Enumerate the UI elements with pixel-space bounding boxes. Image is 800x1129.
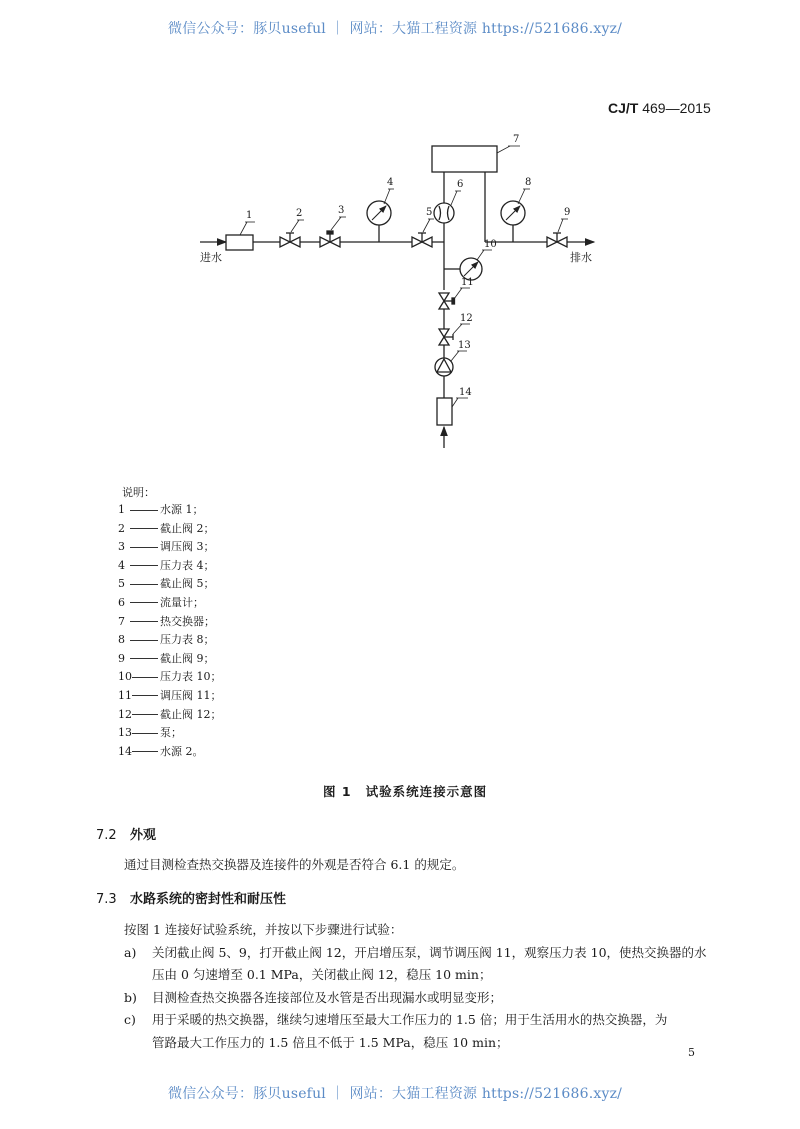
legend-list [118,501,222,761]
watermark-bottom: 微信公众号：豚贝useful ｜ 网站：大猫工程资源 https://521686.xyz/ [168,1086,623,1102]
section-7-2-body: 通过目测检查热交换器及连接件的外观是否符合 6.1 的规定。 [124,857,465,872]
pump-13-icon [435,351,467,376]
standard-number: 469—2015 [642,100,711,116]
outlet-label: 排水 [570,251,592,264]
legend-item: 11 调压阀 11； [118,688,222,702]
pressure-gauge-10-icon [444,250,492,280]
legend-item: 1 水源 1； [118,503,204,516]
dash-separator [132,751,158,752]
callout-14: 14 [459,387,472,398]
step-a-continuation: 压由 0 匀速增至 0.1 MPa，关闭截止阀 12，稳压 10 min； [152,967,492,982]
legend-item: 13 泵； [118,726,182,740]
figure-caption [323,782,487,800]
shutoff-valve-5-icon [412,219,434,247]
shutoff-valve-2-icon [280,220,304,247]
callout-1: 1 [246,210,253,221]
legend-item: 7 热交换器； [118,614,215,628]
dash-separator [130,528,158,529]
dash-separator [132,733,158,734]
step-c: c) 用于采暖的热交换器，继续匀速增压至最大工作压力的 1.5 倍；用于生活用水的热交换器，为 [124,1012,668,1027]
callout-5: 5 [426,207,433,218]
shutoff-valve-9-icon [547,219,568,247]
heat-exchanger-7-icon [432,146,520,172]
callout-8: 8 [525,177,532,188]
legend-item: 8 压力表 8； [118,633,215,647]
callout-13: 13 [458,340,471,351]
legend-item: 3 调压阀 3； [118,540,215,554]
test-system-diagram [0,0,800,470]
legend-item: 5 截止阀 5； [118,577,215,591]
dash-separator [132,677,158,678]
dash-separator [132,695,158,696]
callout-6: 6 [457,179,464,190]
section-heading-7-2: 7.2 外观 [96,828,157,843]
dash-separator [130,584,158,585]
flow-meter-6-icon [434,191,461,223]
legend-item: 6 流量计； [118,595,204,609]
figure-label: 图 1 [323,784,352,799]
dash-separator [130,510,158,511]
inlet-label: 进水 [200,251,222,264]
figure-title: 试验系统连接示意图 [365,784,488,799]
callout-3: 3 [338,205,345,216]
pressure-regulating-valve-11-icon [439,288,470,309]
section-heading-7-3: 7.3 水路系统的密封性和耐压性 [96,892,287,907]
callout-4: 4 [387,177,394,188]
legend-item: 12 截止阀 12； [118,707,222,721]
callout-7: 7 [513,134,520,145]
dash-separator [130,621,158,622]
legend-title: 说明： [122,486,155,499]
pressure-gauge-8-icon [501,189,530,242]
step-a: a) 关闭截止阀 5、9，打开截止阀 12，开启增压泵，调节调压阀 11，观察压力表 10，使热交换器的水 [124,945,707,960]
legend-item: 9 截止阀 9； [118,651,215,665]
callout-11: 11 [461,277,474,288]
page-number: 5 [688,1046,695,1059]
water-source-14-icon [437,398,468,425]
standard-prefix: CJ/T [608,100,639,116]
dash-separator [130,602,158,603]
dash-separator [130,547,158,548]
callout-12: 12 [460,313,473,324]
callout-10: 10 [484,239,497,250]
callout-9: 9 [564,207,571,218]
pressure-gauge-4-icon [367,189,394,242]
legend-item: 14 水源 2。 [118,744,204,758]
dash-separator [130,565,158,566]
legend-item: 10 压力表 10； [118,670,222,684]
section-7-3-intro: 按图 1 连接好试验系统，并按以下步骤进行试验： [124,922,403,937]
step-c-continuation: 管路最大工作压力的 1.5 倍且不低于 1.5 MPa，稳压 10 min； [152,1035,509,1050]
step-b: b) 目测检查热交换器各连接部位及水管是否出现漏水或明显变形； [124,990,503,1005]
legend-item: 4 压力表 4； [118,558,215,572]
dash-separator [132,714,158,715]
watermark-top: 微信公众号：豚贝useful ｜ 网站：大猫工程资源 https://521686.xyz/ [168,21,623,37]
legend-item: 2 截止阀 2； [118,521,215,535]
dash-separator [130,658,158,659]
water-source-1-icon [226,222,255,250]
dash-separator [130,640,158,641]
callout-2: 2 [296,208,303,219]
